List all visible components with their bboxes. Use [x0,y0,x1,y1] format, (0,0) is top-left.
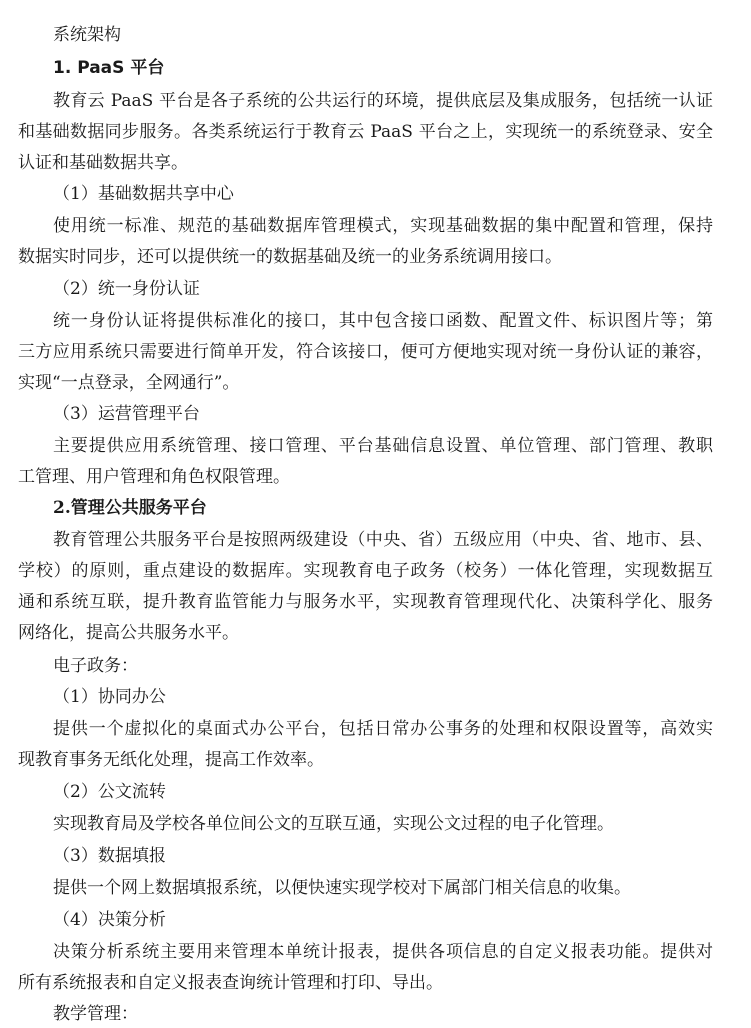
paragraph-line: 教育管理公共服务平台是按照两级建设（中央、省）五级应用（中央、省、地市、县、 [53,530,713,550]
paragraph-line: 网络化，提高公共服务水平。 [18,623,239,643]
subheading-identity-auth: （2）统一身份认证 [53,279,200,299]
paragraph-line: 所有系统报表和自定义报表查询统计管理和打印、导出。 [18,973,443,993]
paragraph-line: 工管理、用户管理和角色权限管理。 [18,467,290,487]
heading-public-service: 2.管理公共服务平台 [53,498,207,518]
paragraph-line: 三方应用系统只需要进行简单开发，符合该接口，便可方便地实现对统一身份认证的兼容， [18,342,713,362]
paragraph-line: 统一身份认证将提供标准化的接口，其中包含接口函数、配置文件、标识图片等；第 [53,311,713,331]
paragraph-line: 教育云 PaaS 平台是各子系统的公共运行的环境，提供底层及集成服务，包括统一认证 [53,91,713,111]
subheading-collab-office: （1）协同办公 [53,687,166,707]
label-teaching-management: 教学管理： [53,1004,138,1024]
paragraph-line: 提供一个网上数据填报系统，以便快速实现学校对下属部门相关信息的收集。 [53,878,631,898]
paragraph-line: 实现教育局及学校各单位间公文的互联互通，实现公文过程的电子化管理。 [53,814,614,834]
paragraph-line: 现教育事务无纸化处理，提高工作效率。 [18,750,324,770]
section-title: 系统架构 [53,25,121,45]
paragraph-line: 数据实时同步，还可以提供统一的数据基础及统一的业务系统调用接口。 [18,247,562,267]
subheading-data-sharing: （1）基础数据共享中心 [53,184,234,204]
paragraph-line: 学校）的原则，重点建设的数据库。实现教育电子政务（校务）一体化管理，实现数据互 [18,561,713,581]
paragraph-line: 提供一个虚拟化的桌面式办公平台，包括日常办公事务的处理和权限设置等，高效实 [53,719,713,739]
paragraph-line: 通和系统互联，提升教育监管能力与服务水平，实现教育管理现代化、决策科学化、服务 [18,592,713,612]
paragraph-line: 和基础数据同步服务。各类系统运行于教育云 PaaS 平台之上，实现统一的系统登录、安全 [18,122,713,142]
subheading-data-reporting: （3）数据填报 [53,846,166,866]
subheading-decision-analysis: （4）决策分析 [53,910,166,930]
subheading-document-flow: （2）公文流转 [53,782,166,802]
heading-paas: 1. PaaS 平台 [53,58,165,78]
paragraph-line: 决策分析系统主要用来管理本单统计报表，提供各项信息的自定义报表功能。提供对 [53,942,713,962]
paragraph-line: 实现“一点登录，全网通行”。 [18,373,240,393]
paragraph-line: 使用统一标准、规范的基础数据库管理模式，实现基础数据的集中配置和管理，保持 [53,216,713,236]
paragraph-line: 主要提供应用系统管理、接口管理、平台基础信息设置、单位管理、部门管理、教职 [53,436,713,456]
subheading-operations: （3）运营管理平台 [53,404,200,424]
label-e-government: 电子政务： [53,656,138,676]
paragraph-line: 认证和基础数据共享。 [18,153,188,173]
